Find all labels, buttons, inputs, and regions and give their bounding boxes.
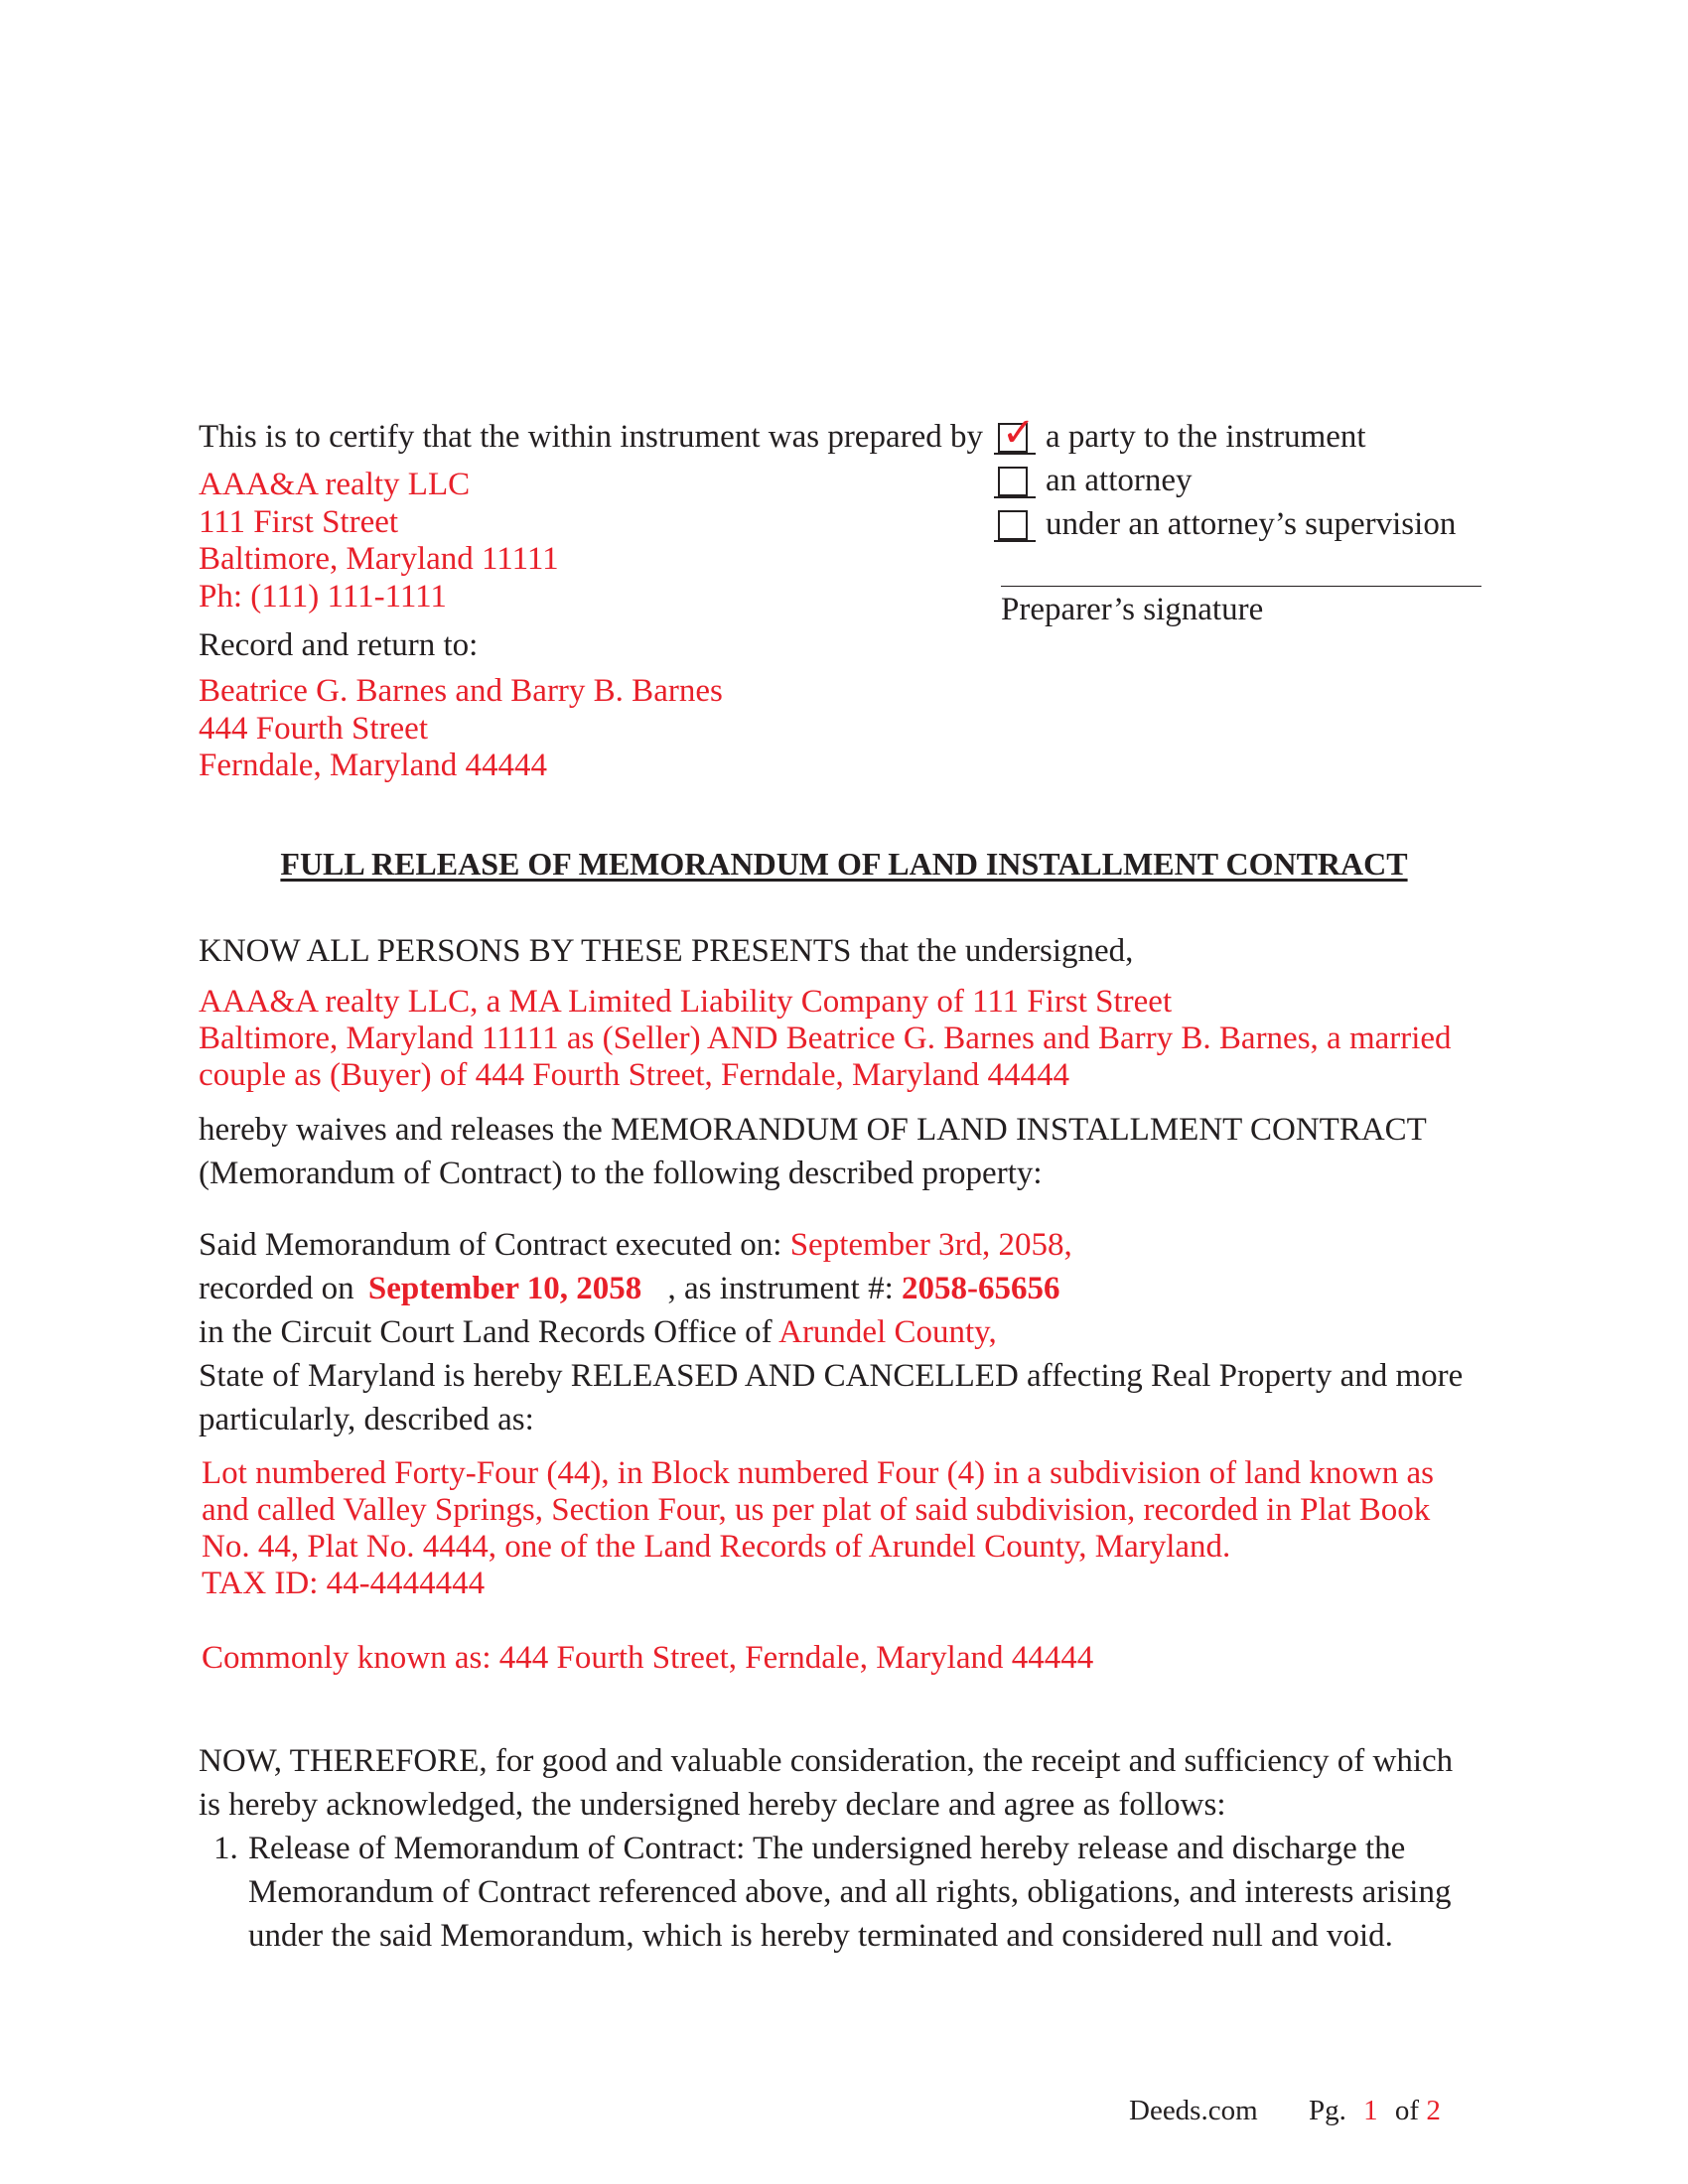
page-total: 2	[1426, 2095, 1441, 2126]
list-item-number: 1.	[213, 1831, 238, 1866]
preparer-name: AAA&A realty LLC	[199, 467, 471, 502]
option-label: an attorney	[1046, 463, 1193, 498]
preparer-phone: Ph: (111) 111-1111	[199, 578, 447, 614]
circuit-label: in the Circuit Court Land Records Office of	[199, 1314, 773, 1350]
now-line: is hereby acknowledged, the undersigned hereby declare and agree as follows:	[199, 1787, 1226, 1823]
parties-line: Baltimore, Maryland 11111 as (Seller) AND Beatrice G. Barnes and Barry B. Barnes, a married	[199, 1021, 1452, 1056]
executed-label: Said Memorandum of Contract executed on:	[199, 1227, 782, 1263]
instrument-label: , as instrument #:	[667, 1271, 894, 1306]
recorded-label: recorded on	[199, 1271, 354, 1306]
option-label: under an attorney’s supervision	[1046, 506, 1457, 542]
option-attorney[interactable]	[998, 463, 1193, 499]
tax-id: TAX ID: 44-4444444	[202, 1566, 486, 1601]
page-indicator	[1309, 2095, 1441, 2126]
option-attorney-supervision[interactable]	[998, 506, 1456, 543]
county: Arundel County,	[778, 1314, 997, 1350]
preparer-signature-label: Preparer’s signature	[1001, 592, 1264, 627]
recorded-line	[199, 1271, 1060, 1307]
signature-line[interactable]	[1001, 586, 1481, 587]
checkbox-party[interactable]	[998, 409, 1036, 456]
of-label: of	[1394, 2095, 1420, 2126]
executed-line	[199, 1227, 1072, 1264]
footer-site: Deeds.com	[1129, 2095, 1258, 2126]
item-line: under the said Memorandum, which is hereby terminated and considered null and void.	[248, 1918, 1393, 1954]
waives-line: (Memorandum of Contract) to the following described property:	[199, 1156, 1043, 1191]
now-line: NOW, THEREFORE, for good and valuable consideration, the receipt and sufficiency of which	[199, 1743, 1454, 1779]
state-line: State of Maryland is hereby RELEASED AND CANCELLED affecting Real Property and more	[199, 1358, 1464, 1394]
preparer-address	[199, 467, 559, 615]
legal-description	[202, 1455, 1434, 1602]
particularly-line: particularly, described as:	[199, 1402, 534, 1437]
return-city: Ferndale, Maryland 44444	[199, 748, 547, 783]
legal-line: and called Valley Springs, Section Four, us per plat of said subdivision, recorded in Plat Book	[202, 1492, 1431, 1528]
page-number: 1	[1363, 2095, 1378, 2126]
checkbox-supervision[interactable]	[998, 510, 1028, 540]
parties-line: AAA&A realty LLC, a MA Limited Liability Company of 111 First Street	[199, 984, 1173, 1020]
executed-date: September 3rd, 2058,	[789, 1227, 1072, 1263]
circuit-court-line	[199, 1314, 997, 1351]
return-address	[199, 673, 723, 785]
item-line: Release of Memorandum of Contract: The undersigned hereby release and discharge the	[248, 1831, 1406, 1866]
preparer-city: Baltimore, Maryland 11111	[199, 541, 559, 577]
record-return-label: Record and return to:	[199, 627, 479, 663]
option-label: a party to the instrument	[1046, 419, 1366, 455]
preparer-street: 111 First Street	[199, 503, 399, 540]
instrument-number: 2058-65656	[902, 1271, 1060, 1306]
commonly-known-as: Commonly known as: 444 Fourth Street, Ferndale, Maryland 44444	[202, 1640, 1094, 1676]
document-title: FULL RELEASE OF MEMORANDUM OF LAND INSTALLMENT CONTRACT	[280, 846, 1408, 882]
option-party-to-instrument[interactable]	[998, 409, 1366, 456]
now-therefore	[199, 1739, 1453, 1827]
parties-line: couple as (Buyer) of 444 Fourth Street, Ferndale, Maryland 44444	[199, 1057, 1070, 1093]
checkmark-icon: ✓	[1002, 409, 1036, 456]
legal-line: Lot numbered Forty-Four (44), in Block numbered Four (4) in a subdivision of land known as	[202, 1455, 1434, 1491]
recorded-date: September 10, 2058	[367, 1271, 642, 1306]
item-line: Memorandum of Contract referenced above, and all rights, obligations, and interests arising	[248, 1874, 1452, 1910]
waives-statement	[199, 1108, 1427, 1195]
legal-line: No. 44, Plat No. 4444, one of the Land Records of Arundel County, Maryland.	[202, 1529, 1231, 1565]
waives-line: hereby waives and releases the MEMORANDUM OF LAND INSTALLMENT CONTRACT	[199, 1112, 1427, 1148]
list-item-text	[248, 1827, 1451, 1958]
page-label: Pg.	[1309, 2095, 1346, 2126]
know-all-persons: KNOW ALL PERSONS BY THESE PRESENTS that the undersigned,	[199, 933, 1134, 969]
return-street: 444 Fourth Street	[199, 710, 428, 747]
return-name: Beatrice G. Barnes and Barry B. Barnes	[199, 673, 723, 709]
checkbox-attorney[interactable]	[998, 467, 1028, 496]
certify-statement: This is to certify that the within instrument was prepared by	[199, 419, 983, 455]
parties-block	[199, 984, 1452, 1094]
